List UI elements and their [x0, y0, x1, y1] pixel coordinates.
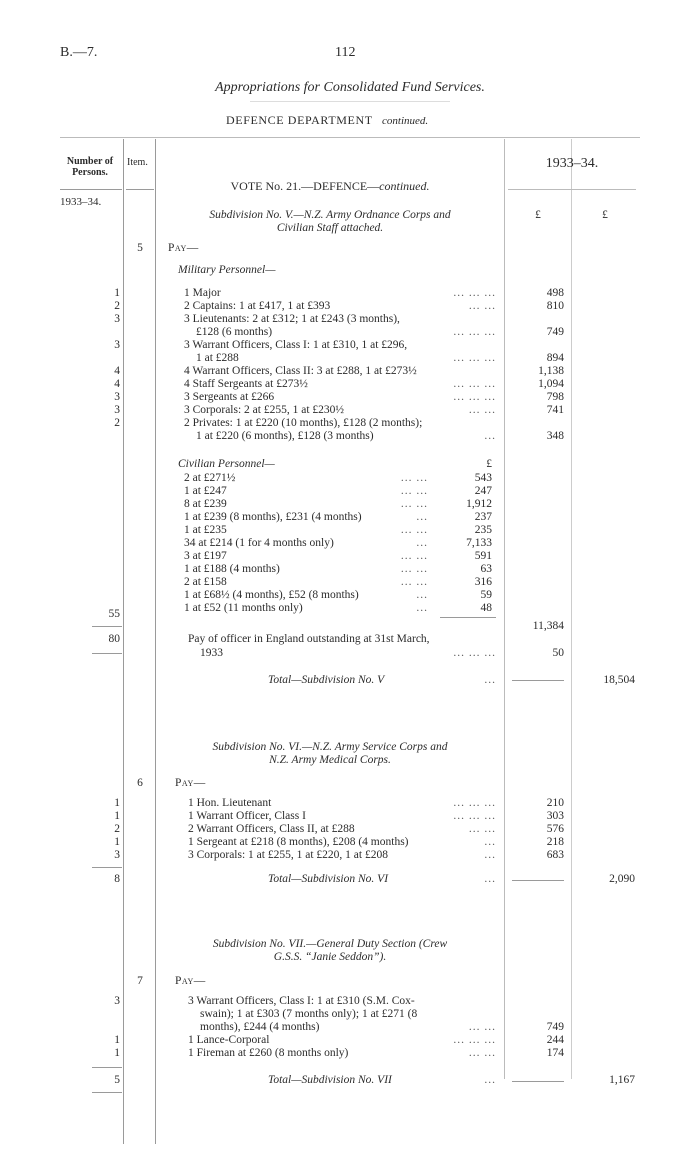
sub6-total-label: Total—Subdivision No. VI — [268, 873, 389, 885]
col-rule-amount-a — [504, 139, 505, 1079]
header-rule-persons — [60, 189, 122, 190]
sub5-title-line2: Civilian Staff attached. — [276, 222, 384, 234]
sub7-row1-line3: months), £244 (4 months) — [200, 1021, 320, 1033]
sub5-military-heading: Military Personnel— — [178, 264, 276, 276]
leader-dots: ... — [484, 836, 496, 848]
leader-dots: ... — [484, 849, 496, 861]
vote-heading — [160, 180, 500, 193]
leader-dots: ... ... ... — [453, 1034, 496, 1046]
persons-count: 1 — [114, 1047, 120, 1059]
sub5-civilian-pound: £ — [486, 458, 492, 470]
line-description: 1 Sergeant at £218 (8 months), £208 (4 months) — [188, 836, 409, 848]
sub7-total: 1,167 — [609, 1074, 635, 1086]
sub7-persons-rule — [92, 1067, 122, 1068]
line-description: 4 Warrant Officers, Class II: 3 at £288, 1 at £273½ — [184, 365, 417, 377]
sub7-row1-line2: swain); 1 at £303 (7 months only); 1 at £271 (8 — [200, 1008, 418, 1020]
leader-dots: ... ... ... — [453, 391, 496, 403]
sub5-civilian-total: 11,384 — [532, 620, 564, 632]
vote-continued: continued. — [379, 179, 430, 193]
civilian-amount: 237 — [474, 511, 492, 523]
leader-dots: ... — [484, 430, 496, 442]
leader-dots: ... ... ... — [453, 810, 496, 822]
line-amount: 749 — [546, 326, 564, 338]
line-amount: 810 — [546, 300, 564, 312]
line-description: 1 Warrant Officer, Class I — [188, 810, 306, 822]
sub7-row1-persons: 3 — [114, 995, 120, 1007]
leader-dots: ... ... — [400, 472, 428, 484]
line-amount: 741 — [546, 404, 564, 416]
leader-dots: ... ... — [468, 404, 496, 416]
line-description: 4 Staff Sergeants at £273½ — [184, 378, 308, 390]
civilian-amount: 7,133 — [466, 537, 492, 549]
line-amount: 1,138 — [538, 365, 564, 377]
line-description-cont: 1 at £220 (6 months), £128 (3 months) — [196, 430, 374, 442]
leader-dots: ... ... — [400, 498, 428, 510]
persons-count: 3 — [114, 313, 120, 325]
col-header-item: Item. — [127, 157, 148, 168]
line-description: 1 Lance-Corporal — [188, 1034, 270, 1046]
leader-dots: ... — [416, 537, 428, 549]
persons-count: 1 — [114, 1034, 120, 1046]
sub5-total-label: Total—Subdivision No. V — [268, 674, 385, 686]
sub7-total-rule — [512, 1081, 564, 1082]
sub5-total-dots: ... — [484, 674, 496, 686]
line-amount: 303 — [546, 810, 564, 822]
leader-dots: ... ... — [400, 550, 428, 562]
pound-sign-a: £ — [535, 209, 541, 221]
line-amount: 798 — [546, 391, 564, 403]
sub5-officer-dots: ... ... ... — [453, 647, 496, 659]
table-top-rule — [60, 137, 640, 138]
civilian-amount: 63 — [480, 563, 492, 575]
persons-count: 1 — [114, 797, 120, 809]
col-rule-item — [155, 139, 156, 1144]
persons-count: 2 — [114, 300, 120, 312]
sub5-pay-heading: Pay— — [168, 242, 199, 254]
leader-dots: ... ... ... — [453, 352, 496, 364]
sub7-row1-line1: 3 Warrant Officers, Class I: 1 at £310 (S.M. Cox- — [188, 995, 415, 1007]
sub5-civilian-persons: 55 — [108, 608, 120, 620]
line-amount: 210 — [546, 797, 564, 809]
line-amount: 683 — [546, 849, 564, 861]
sub7-persons-rule-2 — [92, 1092, 122, 1093]
sub7-title-line2: G.S.S. “Janie Seddon”). — [273, 951, 387, 963]
sub5-persons-rule — [92, 626, 122, 627]
line-description: 3 Lieutenants: 2 at £312; 1 at £243 (3 months), — [184, 313, 400, 325]
sub5-title-line1: Subdivision No. V.—N.Z. Army Ordnance Corps and — [209, 209, 451, 221]
line-description: 3 Corporals: 2 at £255, 1 at £230½ — [184, 404, 345, 416]
line-description: 2 Privates: 1 at £220 (10 months), £128 (2 months); — [184, 417, 423, 429]
line-amount: 498 — [546, 287, 564, 299]
sub6-persons-total: 8 — [114, 873, 120, 885]
sub5-total: 18,504 — [603, 674, 635, 686]
persons-count: 2 — [114, 823, 120, 835]
col-header-persons: Number of Persons. — [66, 156, 114, 178]
page-title: Appropriations for Consolidated Fund Services. — [215, 80, 485, 95]
sub6-total: 2,090 — [609, 873, 635, 885]
leader-dots: ... ... — [468, 300, 496, 312]
civilian-amount: 48 — [480, 602, 492, 614]
persons-count: 3 — [114, 339, 120, 351]
line-amount: 244 — [546, 1034, 564, 1046]
sub5-officer-amount: 50 — [552, 647, 564, 659]
persons-count: 3 — [114, 849, 120, 861]
leader-dots: ... — [416, 589, 428, 601]
page-reference: B.—7. — [60, 45, 98, 60]
col-header-persons-year: 1933–34. — [60, 196, 102, 208]
leader-dots: ... ... ... — [453, 797, 496, 809]
civilian-description: 2 at £271½ — [184, 472, 236, 484]
sub7-pay-heading: Pay— — [175, 975, 206, 987]
department-heading — [226, 114, 428, 128]
line-amount: 1,094 — [538, 378, 564, 390]
sub5-civilian-heading: Civilian Personnel— — [178, 458, 275, 470]
civilian-description: 1 at £52 (11 months only) — [184, 602, 303, 614]
line-description: 3 Sergeants at £266 — [184, 391, 275, 403]
line-description: 1 Hon. Lieutenant — [188, 797, 272, 809]
civilian-amount: 59 — [480, 589, 492, 601]
sub7-row1-amount: 749 — [546, 1021, 564, 1033]
sub6-persons-rule — [92, 867, 122, 868]
civilian-description: 1 at £68½ (4 months), £52 (8 months) — [184, 589, 359, 601]
line-description: 1 Major — [184, 287, 221, 299]
civilian-amount: 591 — [474, 550, 492, 562]
sub7-total-dots: ... — [484, 1074, 496, 1086]
sub6-title-line1: Subdivision No. VI.—N.Z. Army Service Corps and — [212, 741, 448, 753]
civilian-description: 8 at £239 — [184, 498, 227, 510]
vote-title: VOTE No. 21.—DEFENCE— — [230, 179, 380, 193]
sub7-row1-dots: ... ... — [468, 1021, 496, 1033]
sub6-total-dots: ... — [484, 873, 496, 885]
line-description: 2 Warrant Officers, Class II, at £288 — [188, 823, 355, 835]
pound-sign-b: £ — [602, 209, 608, 221]
civilian-amount: 235 — [474, 524, 492, 536]
civilian-amount: 316 — [474, 576, 492, 588]
civilian-description: 1 at £247 — [184, 485, 227, 497]
title-underline — [250, 101, 450, 102]
leader-dots: ... ... — [400, 576, 428, 588]
persons-count: 3 — [114, 404, 120, 416]
persons-count: 4 — [114, 378, 120, 390]
sub7-title-line1: Subdivision No. VII.—General Duty Section (Crew — [212, 938, 448, 950]
department-continued: continued. — [382, 115, 429, 127]
civilian-description: 34 at £214 (1 for 4 months only) — [184, 537, 334, 549]
civilian-amount: 543 — [474, 472, 492, 484]
civilian-description: 2 at £158 — [184, 576, 227, 588]
sub5-total-rule — [512, 680, 564, 681]
leader-dots: ... ... — [468, 823, 496, 835]
civilian-description: 1 at £239 (8 months), £231 (4 months) — [184, 511, 362, 523]
leader-dots: ... ... ... — [453, 378, 496, 390]
leader-dots: ... ... — [400, 524, 428, 536]
line-description: 3 Corporals: 1 at £255, 1 at £220, 1 at £208 — [188, 849, 388, 861]
sub5-item-number: 5 — [137, 242, 143, 254]
header-rule-year — [508, 189, 636, 190]
leader-dots: ... ... — [400, 563, 428, 575]
page-number: 112 — [335, 45, 356, 60]
header-rule-item — [126, 189, 154, 190]
line-amount: 576 — [546, 823, 564, 835]
sub5-civ-sum-rule — [440, 617, 496, 618]
civilian-description: 3 at £197 — [184, 550, 227, 562]
sub6-item-number: 6 — [137, 777, 143, 789]
line-description: 2 Captains: 1 at £417, 1 at £393 — [184, 300, 331, 312]
line-amount: 894 — [546, 352, 564, 364]
line-amount: 174 — [546, 1047, 564, 1059]
leader-dots: ... — [416, 602, 428, 614]
persons-count: 1 — [114, 810, 120, 822]
line-description-cont: £128 (6 months) — [196, 326, 273, 338]
department-name: DEFENCE DEPARTMENT — [226, 113, 373, 127]
civilian-description: 1 at £235 — [184, 524, 227, 536]
line-amount: 218 — [546, 836, 564, 848]
sub6-title-line2: N.Z. Army Medical Corps. — [269, 754, 391, 766]
sub5-officer-line1: Pay of officer in England outstanding at 31st March, — [188, 633, 430, 645]
civilian-amount: 1,912 — [466, 498, 492, 510]
civilian-description: 1 at £188 (4 months) — [184, 563, 280, 575]
persons-count: 4 — [114, 365, 120, 377]
leader-dots: ... — [416, 511, 428, 523]
col-header-year: 1933–34. — [545, 156, 599, 171]
sub5-officer-line2: 1933 — [200, 647, 223, 659]
leader-dots: ... ... — [400, 485, 428, 497]
leader-dots: ... ... ... — [453, 326, 496, 338]
sub7-persons-total: 5 — [114, 1074, 120, 1086]
sub7-total-label: Total—Subdivision No. VII — [268, 1074, 392, 1086]
civilian-amount: 247 — [474, 485, 492, 497]
sub7-item-number: 7 — [137, 975, 143, 987]
line-amount: 348 — [546, 430, 564, 442]
sub5-persons-total: 80 — [108, 633, 120, 645]
col-rule-persons — [123, 139, 124, 1144]
persons-count: 1 — [114, 836, 120, 848]
col-rule-amount-b — [571, 139, 572, 1079]
line-description: 1 Fireman at £260 (8 months only) — [188, 1047, 349, 1059]
persons-count: 2 — [114, 417, 120, 429]
leader-dots: ... ... ... — [453, 287, 496, 299]
sub6-pay-heading: Pay— — [175, 777, 206, 789]
sub6-total-rule — [512, 880, 564, 881]
persons-count: 1 — [114, 287, 120, 299]
line-description-cont: 1 at £288 — [196, 352, 239, 364]
persons-count: 3 — [114, 391, 120, 403]
sub5-persons-rule-2 — [92, 653, 122, 654]
line-description: 3 Warrant Officers, Class I: 1 at £310, 1 at £296, — [184, 339, 408, 351]
leader-dots: ... ... — [468, 1047, 496, 1059]
